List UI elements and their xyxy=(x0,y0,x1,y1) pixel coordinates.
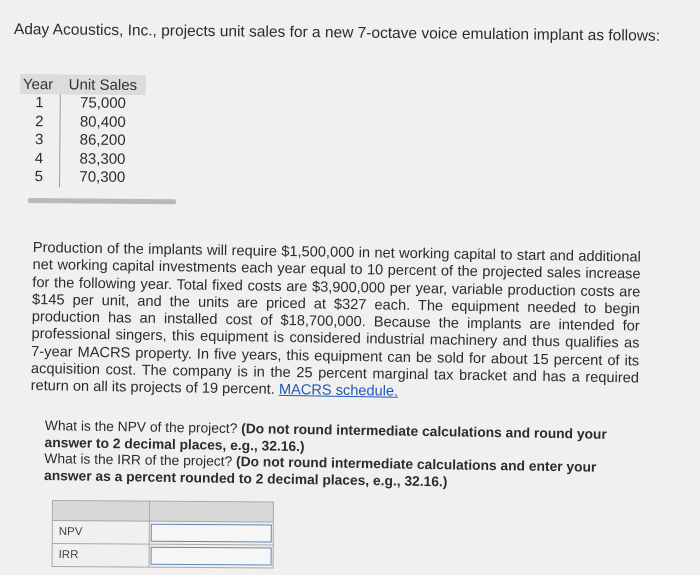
unit-sales-cell: 70,300 xyxy=(79,168,126,187)
table-row xyxy=(19,168,145,188)
answer-header-cell xyxy=(52,501,149,522)
unit-sales-cell: 86,200 xyxy=(79,131,126,150)
year-cell: 2 xyxy=(20,113,60,132)
unit-sales-header: Unit Sales xyxy=(60,74,146,95)
table-row xyxy=(20,94,146,114)
table-horizontal-scrollbar[interactable] xyxy=(28,198,176,204)
table-row xyxy=(20,113,146,133)
npv-row xyxy=(52,521,273,546)
npv-input-cell xyxy=(149,521,273,545)
macrs-schedule-link[interactable]: MACRS schedule. xyxy=(278,382,399,401)
answer-table xyxy=(52,500,274,569)
irr-input[interactable] xyxy=(151,547,272,566)
npv-question-text: What is the NPV of the project? xyxy=(44,418,238,437)
unit-sales-cell: 75,000 xyxy=(79,94,127,112)
problem-intro: Aday Acoustics, Inc., projects unit sales for a new 7-octave voice emulation implant as follows: xyxy=(13,20,661,45)
npv-input[interactable] xyxy=(151,524,272,543)
irr-input-cell xyxy=(149,544,273,568)
problem-paragraph xyxy=(31,240,641,405)
year-cell: 5 xyxy=(19,168,59,187)
answer-header-cell xyxy=(149,501,273,522)
year-cell: 4 xyxy=(19,150,59,169)
year-cell: 3 xyxy=(19,131,59,150)
irr-row xyxy=(52,544,273,569)
irr-label: IRR xyxy=(52,544,149,568)
unit-sales-cell: 83,300 xyxy=(79,150,126,168)
unit-sales-cell: 80,400 xyxy=(79,113,126,131)
table-header-row xyxy=(20,74,146,95)
irr-question-text: What is the IRR of the project? xyxy=(44,451,233,470)
year-cell: 1 xyxy=(20,94,60,113)
table-row xyxy=(19,150,145,170)
problem-text: Production of the implants will require $1,500,000 in net working capital to start and additional net working capital investments each year equal to 10 percent of the projected sales increase for the following year. Total fixed costs are $3,900,000 per year, variable production costs are $145 per unit, and the units are priced at $327 each. The equipment needed to begin production has an installed cost of $18,700,000. Because the implants are intended for professional singers, this equipment is considered industrial machinery and thus qualifies as 7-year MACRS property. In five years, this equipment can be sold for about 15 percent of its acquisition cost. The company is in the 25 percent marginal tax bracket and has a required return on all its projects of 19 percent. xyxy=(30,240,641,399)
npv-instruction: (Do not round intermediate calculations and round your answer to 2 decimal places, e.g., 32.16.) xyxy=(44,421,607,454)
questions-block xyxy=(44,418,635,494)
year-header: Year xyxy=(20,74,60,94)
answer-table-header xyxy=(52,501,273,523)
unit-sales-table xyxy=(19,74,146,188)
irr-instruction: (Do not round intermediate calculations and enter your answer as a percent rounded to 2 decimal places, e.g., 32.16.) xyxy=(43,454,597,490)
table-row xyxy=(19,131,145,151)
npv-label: NPV xyxy=(52,521,149,545)
